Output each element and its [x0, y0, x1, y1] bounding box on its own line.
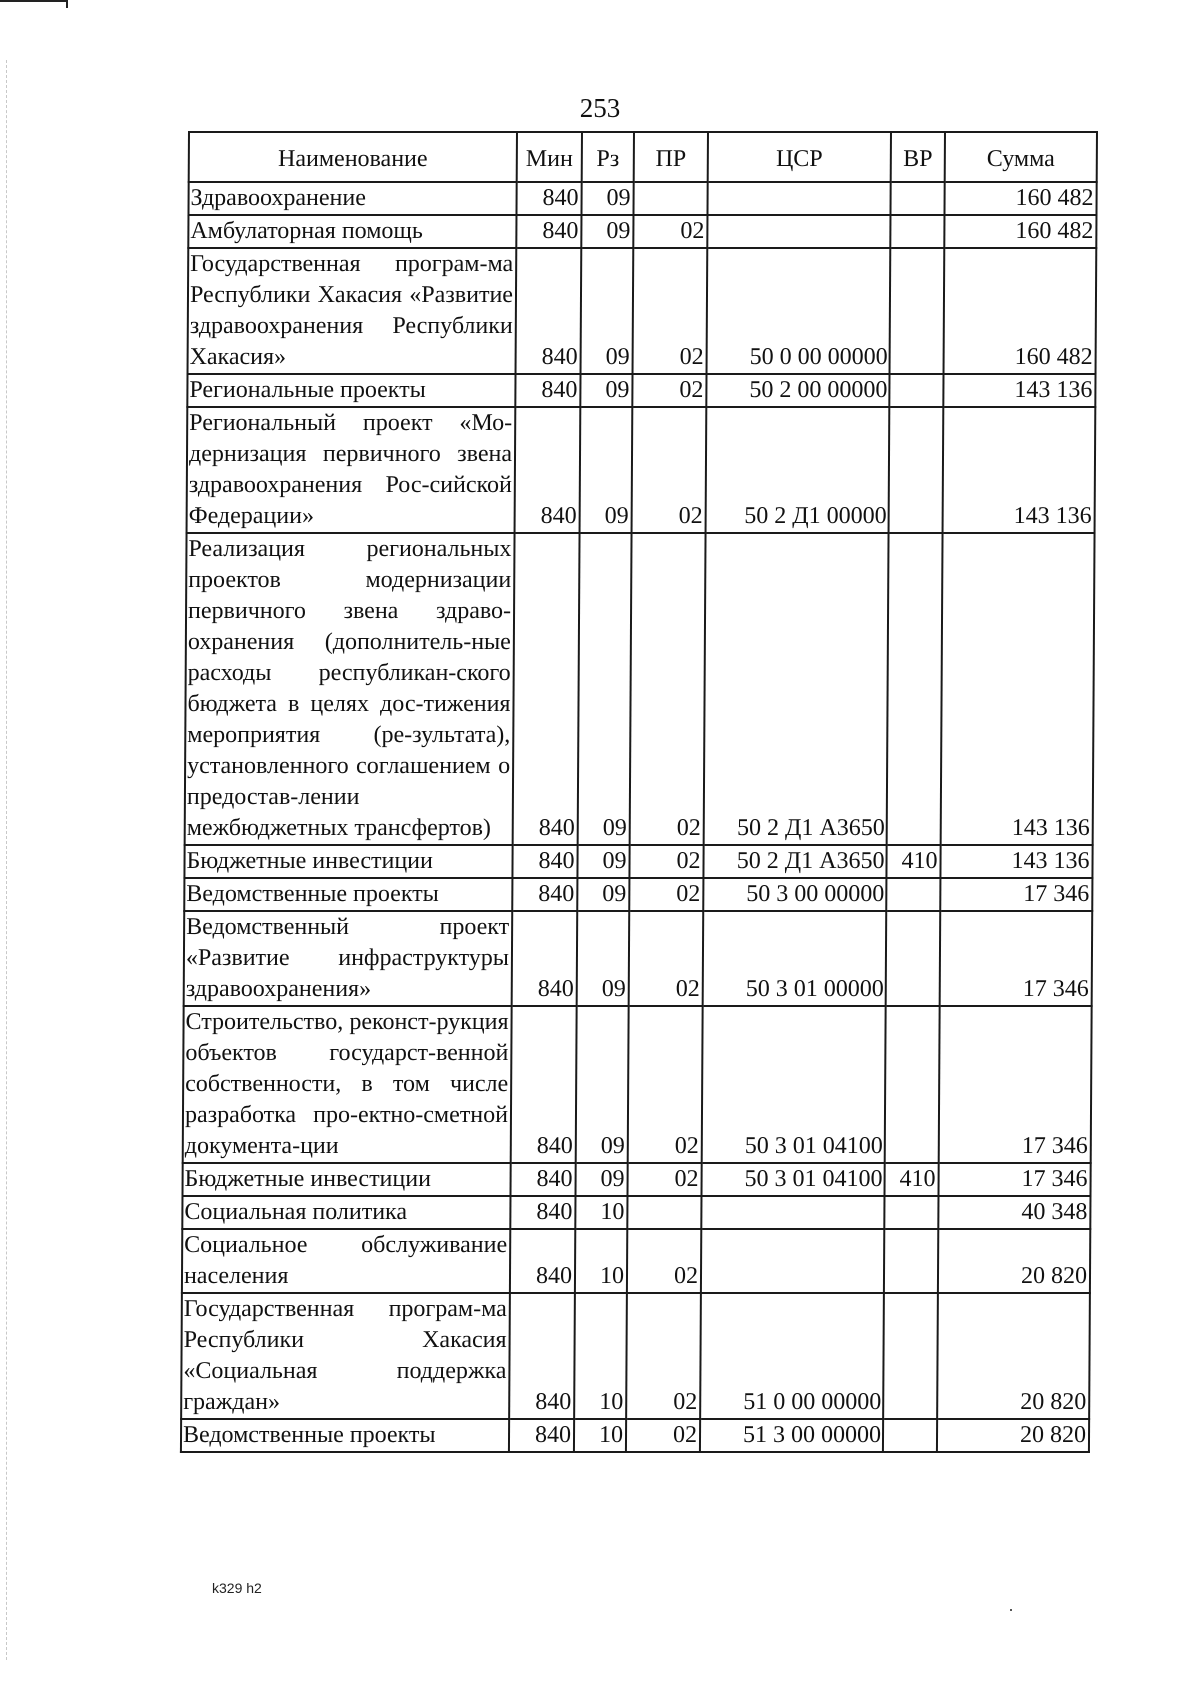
row-csr: 51 3 00 00000: [700, 1419, 883, 1452]
row-rz: 10: [575, 1196, 627, 1229]
row-sum: 160 482: [944, 215, 1096, 248]
row-min: 840: [512, 878, 577, 911]
table-row: [188, 248, 1097, 374]
row-rz: 09: [576, 1006, 629, 1163]
scan-edge-line: [6, 60, 7, 1660]
row-csr: [701, 1229, 884, 1293]
row-rz: 10: [574, 1293, 627, 1419]
row-pr: 02: [632, 407, 707, 533]
row-vr: [883, 1419, 937, 1452]
row-min: 840: [513, 533, 580, 845]
row-pr: 02: [630, 533, 706, 845]
header-name: Наименование: [189, 132, 517, 182]
row-csr: 50 3 00 00000: [703, 878, 886, 911]
row-sum: 20 820: [938, 1229, 1090, 1293]
table-row: [187, 407, 1096, 533]
table-row: [184, 878, 1092, 911]
table-row: [184, 845, 1092, 878]
row-name: Бюджетные инвестиции: [182, 1163, 510, 1196]
row-pr: 02: [626, 1419, 700, 1452]
table-row: [187, 374, 1095, 407]
row-min: 840: [515, 374, 580, 407]
table-header-row: [189, 132, 1097, 182]
row-rz: 09: [581, 215, 633, 248]
row-csr: 50 2 Д1 А3650: [704, 533, 889, 845]
row-name: Бюджетные инвестиции: [184, 845, 512, 878]
row-csr: 51 0 00 00000: [700, 1293, 884, 1419]
row-pr: 02: [626, 1293, 701, 1419]
row-vr: [890, 182, 944, 215]
header-sum: Сумма: [945, 132, 1097, 182]
row-sum: 160 482: [944, 248, 1097, 374]
row-vr: [889, 407, 944, 533]
row-sum: 17 346: [939, 1006, 1092, 1163]
table-row: [182, 1196, 1090, 1229]
row-name: Государственная програм-ма Республики Хакасия «Социальная поддержка граждан»: [181, 1293, 510, 1419]
table-row: [188, 182, 1096, 215]
row-name: Строительство, реконст-рукция объектов государст-венной собственности, в том числе разработка про-ектно-сметной документа-ции: [183, 1006, 512, 1163]
table-row: [183, 1006, 1092, 1163]
row-csr: 50 0 00 00000: [707, 248, 891, 374]
row-rz: 09: [575, 1163, 627, 1196]
row-vr: 410: [886, 845, 940, 878]
row-sum: 143 136: [941, 533, 1095, 845]
row-pr: [627, 1196, 701, 1229]
row-name: Амбулаторная помощь: [188, 215, 516, 248]
row-pr: 02: [627, 1229, 701, 1293]
table-row: [181, 1419, 1089, 1452]
row-rz: 09: [577, 845, 629, 878]
row-vr: [884, 1196, 938, 1229]
row-min: 840: [510, 1229, 575, 1293]
row-pr: 02: [629, 878, 703, 911]
row-pr: 02: [629, 911, 704, 1006]
row-pr: 02: [628, 1006, 703, 1163]
row-vr: [886, 911, 941, 1006]
row-csr: [701, 1196, 884, 1229]
row-csr: 50 3 01 00000: [703, 911, 887, 1006]
row-name: Ведомственные проекты: [184, 878, 512, 911]
header-min: Мин: [517, 132, 582, 182]
row-vr: [885, 1006, 940, 1163]
row-name: Государственная програм-ма Республики Хакасия «Развитие здравоохранения Республики Хакасия»: [188, 248, 517, 374]
row-pr: 02: [632, 374, 706, 407]
row-rz: 10: [575, 1229, 627, 1293]
row-vr: [890, 215, 944, 248]
row-min: 840: [509, 1419, 574, 1452]
row-rz: 09: [580, 374, 632, 407]
scan-speck: [1010, 1609, 1012, 1611]
row-vr: [890, 248, 945, 374]
document-code: k329 h2: [212, 1580, 262, 1596]
row-csr: 50 3 01 04100: [702, 1006, 886, 1163]
row-vr: 410: [884, 1163, 938, 1196]
row-name: Социальная политика: [182, 1196, 510, 1229]
row-sum: 160 482: [944, 182, 1096, 215]
row-min: 840: [515, 407, 581, 533]
row-name: Ведомственный проект «Развитие инфраструктуры здравоохранения»: [184, 911, 513, 1006]
row-rz: 10: [574, 1419, 626, 1452]
row-pr: 02: [633, 215, 707, 248]
page-number: 253: [579, 93, 621, 123]
header-vr: ВР: [891, 132, 945, 182]
table-row: [182, 1229, 1090, 1293]
row-vr: [884, 1229, 938, 1293]
row-vr: [889, 374, 943, 407]
row-rz: 09: [578, 533, 632, 845]
row-rz: 09: [581, 248, 634, 374]
row-rz: 09: [581, 182, 633, 215]
row-min: 840: [516, 248, 582, 374]
row-min: 840: [512, 845, 577, 878]
row-sum: 40 348: [938, 1196, 1090, 1229]
header-pr: ПР: [634, 132, 708, 182]
row-rz: 09: [580, 407, 633, 533]
row-csr: 50 3 01 04100: [701, 1163, 884, 1196]
row-csr: 50 2 Д1 А3650: [703, 845, 886, 878]
row-min: 840: [512, 911, 578, 1006]
row-sum: 143 136: [940, 845, 1092, 878]
row-sum: 17 346: [940, 911, 1093, 1006]
row-name: Реализация региональных проектов модернизации первичного звена здраво-охранения (дополнитель-ные расходы республикан-ского бюджета в целях дос-тижения мероприятия (ре-зультата), установленного соглашением о предостав-лении межбюджетных трансфертов): [185, 533, 515, 845]
row-name: Региональные проекты: [187, 374, 515, 407]
scan-corner-mark: [0, 0, 68, 2]
row-csr: 50 2 00 00000: [706, 374, 889, 407]
table-row: [184, 911, 1093, 1006]
budget-table: [180, 131, 1098, 1453]
row-sum: 17 346: [940, 878, 1092, 911]
row-pr: 02: [627, 1163, 701, 1196]
row-min: 840: [511, 1006, 577, 1163]
row-pr: 02: [633, 248, 708, 374]
row-sum: 20 820: [937, 1293, 1090, 1419]
row-rz: 09: [577, 878, 629, 911]
row-name: Региональный проект «Мо-дернизация первичного звена здравоохранения Рос-сийской Федерации»: [187, 407, 516, 533]
row-sum: 143 136: [943, 407, 1096, 533]
header-csr: ЦСР: [708, 132, 891, 182]
row-name: Ведомственные проекты: [181, 1419, 509, 1452]
table-row: [188, 215, 1096, 248]
row-sum: 143 136: [943, 374, 1095, 407]
row-min: 840: [510, 1163, 575, 1196]
row-min: 840: [516, 182, 581, 215]
table-row: [181, 1293, 1090, 1419]
row-csr: [707, 182, 890, 215]
row-min: 840: [510, 1196, 575, 1229]
header-rz: Рз: [582, 132, 634, 182]
row-vr: [887, 533, 943, 845]
row-csr: [707, 215, 890, 248]
row-min: 840: [509, 1293, 575, 1419]
table-row: [182, 1163, 1090, 1196]
row-vr: [883, 1293, 938, 1419]
row-name: Здравоохранение: [188, 182, 516, 215]
row-min: 840: [516, 215, 581, 248]
row-name: Социальное обслуживание населения: [182, 1229, 510, 1293]
table-row: [185, 533, 1095, 845]
row-pr: 02: [629, 845, 703, 878]
row-sum: 17 346: [938, 1163, 1090, 1196]
row-vr: [886, 878, 940, 911]
row-sum: 20 820: [937, 1419, 1089, 1452]
row-csr: 50 2 Д1 00000: [706, 407, 890, 533]
row-rz: 09: [577, 911, 630, 1006]
row-pr: [633, 182, 707, 215]
